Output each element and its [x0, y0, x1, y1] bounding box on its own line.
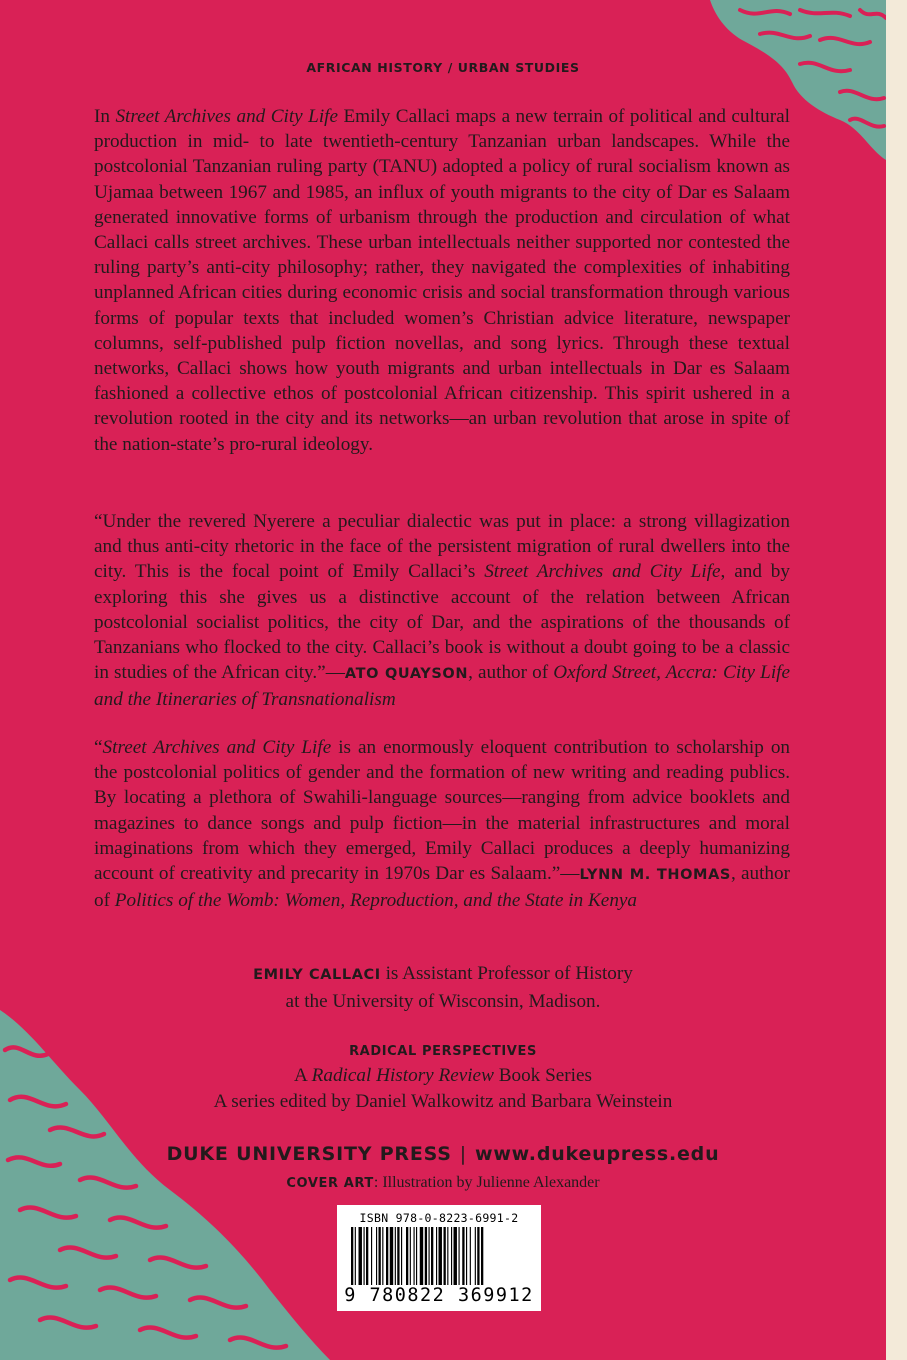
cover-art-credit — [0, 1174, 886, 1192]
cover-art-label: COVER ART — [286, 1176, 374, 1191]
publisher-name: DUKE UNIVERSITY PRESS — [166, 1143, 452, 1165]
endorsement-text: “Under the revered Nyerere a peculiar dialectic was put in place: a strong villagization and thus anti-city rhetoric in the face of the persistent migration of rural dwellers into the city. This is the focal point of Emily Callaci’s — [94, 511, 790, 583]
author-bio — [0, 961, 886, 1014]
book-description: In Street Archives and City Life Emily Callaci maps a new terrain of political and cultural production in mid- to late twentieth-century Tanzanian urban landscapes. While the postcolonial Tanzanian ruling party (TANU) adopted a policy of rural socialism known as Ujamaa between 1967 and 1985, an influx of youth migrants to the city of Dar es Salaam generated innovative forms of urbanism through the production and circulation of what Callaci calls street archives. These urban intellectuals neither supported nor contested the ruling party’s anti-city philosophy; rather, they navigated the complexities of inhabiting unplanned African cities during economic crisis and social transformation through various forms of popular texts that included women’s Christian advice literature, newspaper columns, self-published pulp fiction novellas, and song lyrics. Through these textual networks, Callaci shows how youth migrants and urban intellectuals in Dar es Salaam fashioned a collective ethos of postcolonial African citizenship. This spirit ushered in a revolution rooted in the city and its networks—an urban revolution that arose in spite of the nation-state’s pro-rural ideology. — [94, 106, 791, 455]
isbn-label: ISBN 978-0-8223-6991-2 — [359, 1211, 519, 1225]
series-title: Radical History Review — [311, 1065, 494, 1086]
endorser-book: Politics of the Womb: Women, Reproduction, and the State in Kenya — [114, 890, 638, 912]
endorser-book: Oxford Street, Accra: City Life and the Itineraries of Transnationalism — [94, 662, 790, 711]
barcode-bars — [351, 1227, 527, 1287]
author-bio-line2: at the University of Wisconsin, Madison. — [285, 990, 601, 1012]
author-name: EMILY CALLACI — [253, 967, 381, 983]
endorser-role: , author of — [468, 662, 554, 684]
description-text: Emily Callaci maps a new terrain of political and cultural production in mid- to late twentieth-century Tanzanian urban landscapes. While the postcolonial Tanzanian ruling party (TANU) adopted a policy of rural socialism known as Ujamaa between 1967 and 1985, an influx of youth migrants to the city of Dar es Salaam generated innovative forms of urbanism through the production and circulation of what Callaci calls street archives. These urban intellectuals neither supported nor contested the ruling party’s anti-city philosophy; rather, they navigated the complexities of inhabiting unplanned African cities during economic crisis and social transformation through various forms of popular texts that included women’s Christian advice literature, newspaper columns, self-published pulp fiction novellas, and song lyrics. Through these textual networks, Callaci shows how youth migrants and urban intellectuals in Dar es Salaam fashioned a collective ethos of postcolonial African citizenship. This spirit ushered in a revolution rooted in the city and its networks—an urban revolution that arose in spite of the nation-state’s pro-rural ideology. — [94, 106, 791, 455]
separator: | — [459, 1143, 467, 1165]
series-text: Book Series — [493, 1065, 592, 1086]
endorsement-quayson — [94, 509, 790, 713]
barcode-digits: 9 780822 369912 — [344, 1285, 534, 1306]
endorsement-text: , and by exploring this she gives us a distinctive account of the relation between African postcolonial socialist politics, the city of Dar, and the aspirations of the thousands of Tanzanians who flocked to the city. Callaci’s book is without a doubt going to be a classic in studies of the African city.”— — [94, 561, 790, 684]
cover-art-text: Illustration by Julienne Alexander — [382, 1174, 600, 1191]
spine-edge — [886, 0, 907, 1360]
barcode — [337, 1205, 541, 1311]
book-title: Street Archives and City Life — [484, 561, 721, 583]
subject-category: AFRICAN HISTORY / URBAN STUDIES — [306, 60, 580, 75]
author-bio-line1: is Assistant Professor of History — [380, 963, 633, 984]
endorser-role: , author of — [94, 863, 790, 912]
publisher-url[interactable]: www.dukeupress.edu — [474, 1143, 720, 1165]
endorsement-thomas — [94, 735, 790, 913]
endorser-name: ATO QUAYSON — [344, 666, 469, 683]
cover-art-colon: : — [373, 1174, 383, 1191]
book-title: Street Archives and City Life — [102, 737, 332, 758]
series-editors: A series edited by Daniel Walkowitz and Barbara Weinstein — [213, 1090, 673, 1112]
endorser-name: LYNN M. THOMAS — [579, 867, 731, 884]
open-quote: “ — [94, 737, 103, 758]
book-title: Street Archives and City Life — [115, 106, 338, 127]
endorsement-text: is an enormously eloquent contribution to scholarship on the postcolonial politics of gender and the formation of new writing and reading publics. By locating a plethora of Swahili-language sources—ranging from advice booklets and magazines to dance songs and pulp fiction—in the material infrastructures and moral imaginations from which they emerged, Emily Callaci produces a deeply humanizing account of creativity and precarity in 1970s Dar es Salaam.”— — [94, 737, 791, 885]
publisher-line — [0, 1143, 886, 1165]
series-info — [0, 1063, 886, 1114]
series-heading: RADICAL PERSPECTIVES — [349, 1044, 537, 1059]
series-text: A — [294, 1065, 312, 1086]
